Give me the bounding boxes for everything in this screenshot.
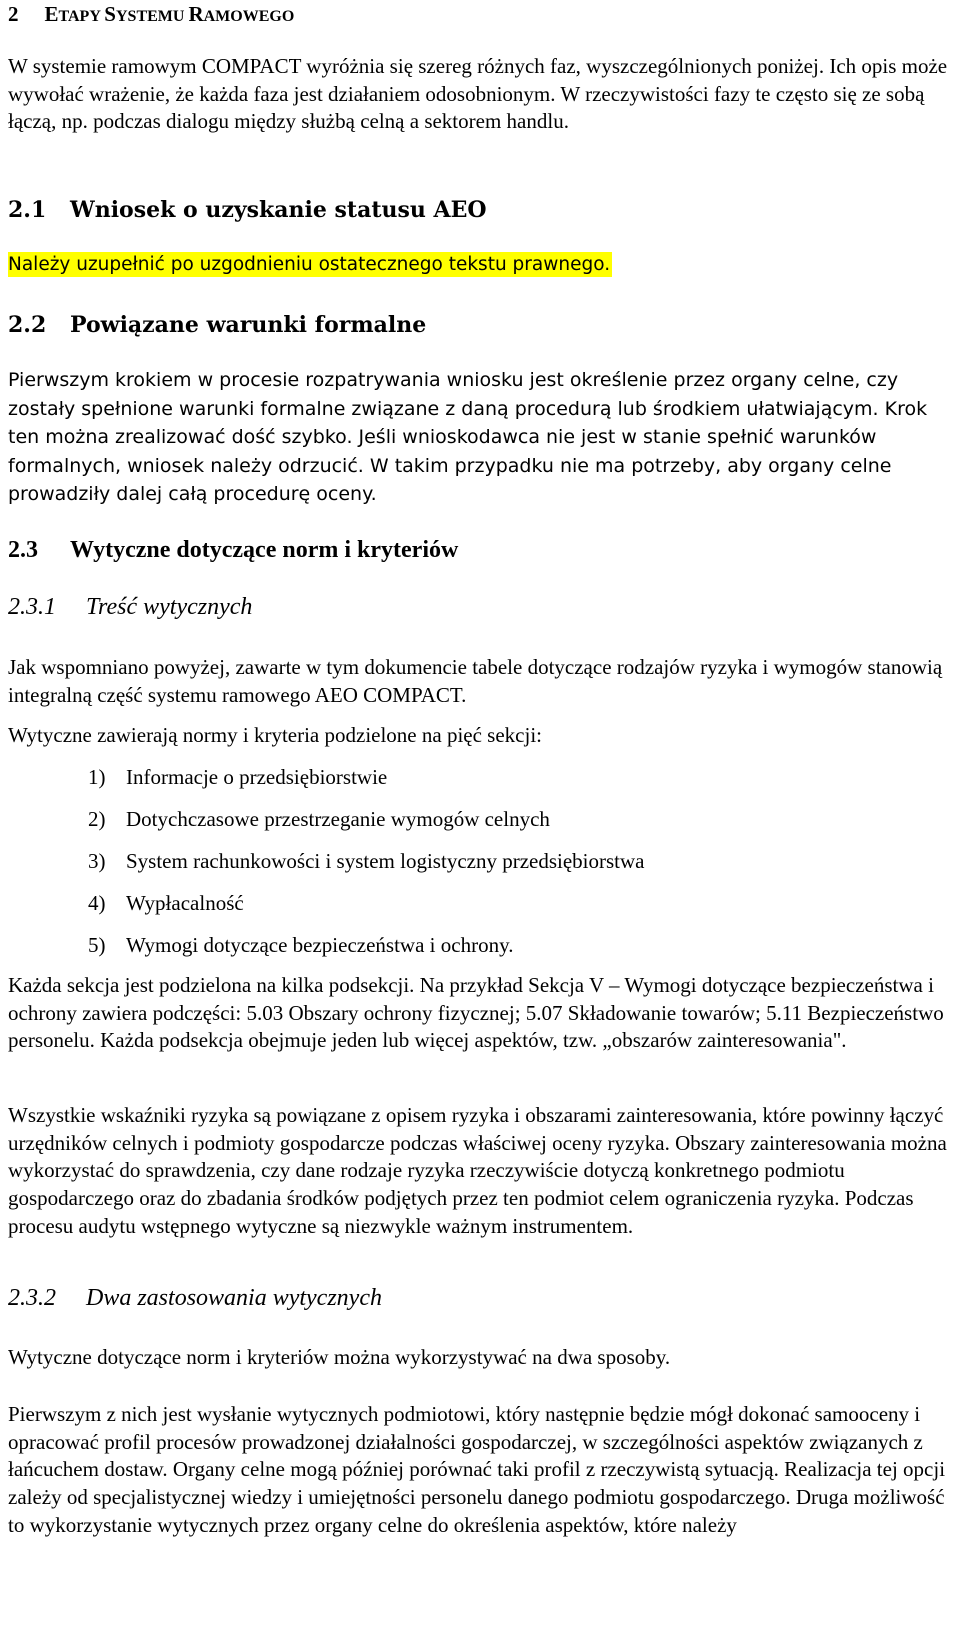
paragraph: Każda sekcja jest podzielona na kilka podsekcji. Na przykład Sekcja V – Wymogi dotyczące bezpieczeństwa i ochrony zawiera podczęści: 5.03 Obszary ochrony fizycznej; 5.07 Składowanie towarów; 5.11 Bezpieczeństwo personelu. Każda podsekcja obejmuje jeden lub więcej aspektów, tzw. „obszarów zainteresowania". (8, 973, 944, 1053)
paragraph: Wytyczne zawierają normy i kryteria podzielone na pięć sekcji: (8, 723, 542, 747)
subsection-heading-2-3: 2.3 Wytyczne dotyczące norm i kryteriów (8, 537, 459, 563)
subsection-heading-2-3-2: 2.3.2 Dwa zastosowania wytycznych (8, 1285, 382, 1311)
formal-conditions-paragraph: Pierwszym krokiem w procesie rozpatrywania wniosku jest określenie przez organy celne, czy zostały spełnione warunki formalne związane z daną procedurą lub środkiem ułatwiającym. Krok ten można zrealizować dość szybko. Jeśli wnioskodawca nie jest w stanie spełnić warunków formalnych, wniosek należy odrzucić. W takim przypadku nie ma potrzeby, aby organy celne prowadziły dalej całą procedurę oceny. (8, 369, 928, 505)
list-item: 3) System rachunkowości i system logistyczny przedsiębiorstwa (88, 849, 645, 873)
paragraph: Jak wspomniano powyżej, zawarte w tym dokumencie tabele dotyczące rodzajów ryzyka i wymogów stanowią integralną część systemu ramowego AEO COMPACT. (8, 655, 943, 707)
paragraph: Pierwszym z nich jest wysłanie wytycznych podmiotowi, który następnie będzie mógł dokonać samooceny i opracować profil procesów prowadzonej działalności gospodarczej, w szczególności aspektów związanych z łańcuchem dostaw. Organy celne mogą później porównać taki profil z rzeczywistą sytuacją. Realizacja tej opcji zależy od specjalistycznej wiedzy i umiejętności personelu danego podmiotu gospodarczego. Druga możliwość to wykorzystanie wytycznych przez organy celne do określenia aspektów, które należy (8, 1402, 946, 1537)
list-item: 1) Informacje o przedsiębiorstwie (88, 765, 388, 789)
paragraph: Wytyczne dotyczące norm i kryteriów można wykorzystywać na dwa sposoby. (8, 1345, 671, 1369)
list-item: 4) Wypłacalność (88, 891, 244, 915)
list-item: 2) Dotychczasowe przestrzeganie wymogów celnych (88, 807, 550, 831)
highlighted-note (8, 254, 952, 275)
subsection-heading-2-3-1: 2.3.1 Treść wytycznych (8, 594, 253, 620)
subsection-heading-2-2: 2.2 Powiązane warunki formalne (8, 312, 427, 338)
list-item: 5) Wymogi dotyczące bezpieczeństwa i ochrony. (88, 933, 514, 957)
intro-paragraph: W systemie ramowym COMPACT wyróżnia się szereg różnych faz, wyszczególnionych poniżej. Ich opis może wywołać wrażenie, że każda faza jest działaniem odosobnionym. W rzeczywistości fazy te często się ze sobą łączą, np. podczas dialogu między służbą celną a sektorem handlu. (8, 54, 948, 134)
paragraph: Wszystkie wskaźniki ryzyka są powiązane z opisem ryzyka i obszarami zainteresowania, które powinny łączyć urzędników celnych i podmioty gospodarcze podczas właściwej oceny ryzyka. Obszary zainteresowania można wykorzystać do sprawdzenia, czy dane rodzaje ryzyka rzeczywiście dotyczą konkretnego podmiotu gospodarczego oraz do zbadania środków podjętych przez ten podmiot celem ograniczenia ryzyka. Podczas procesu audytu wstępnego wytyczne są niezwykle ważnym instrumentem. (8, 1103, 947, 1238)
highlight-text: Należy uzupełnić po uzgodnieniu ostatecznego tekstu prawnego. (8, 254, 611, 275)
section-number: 2 (8, 2, 19, 26)
subsection-heading-2-1: 2.1 Wniosek o uzyskanie statusu AEO (8, 197, 487, 223)
section-heading: 2 ETAPY SYSTEMU RAMOWEGO (8, 2, 295, 26)
